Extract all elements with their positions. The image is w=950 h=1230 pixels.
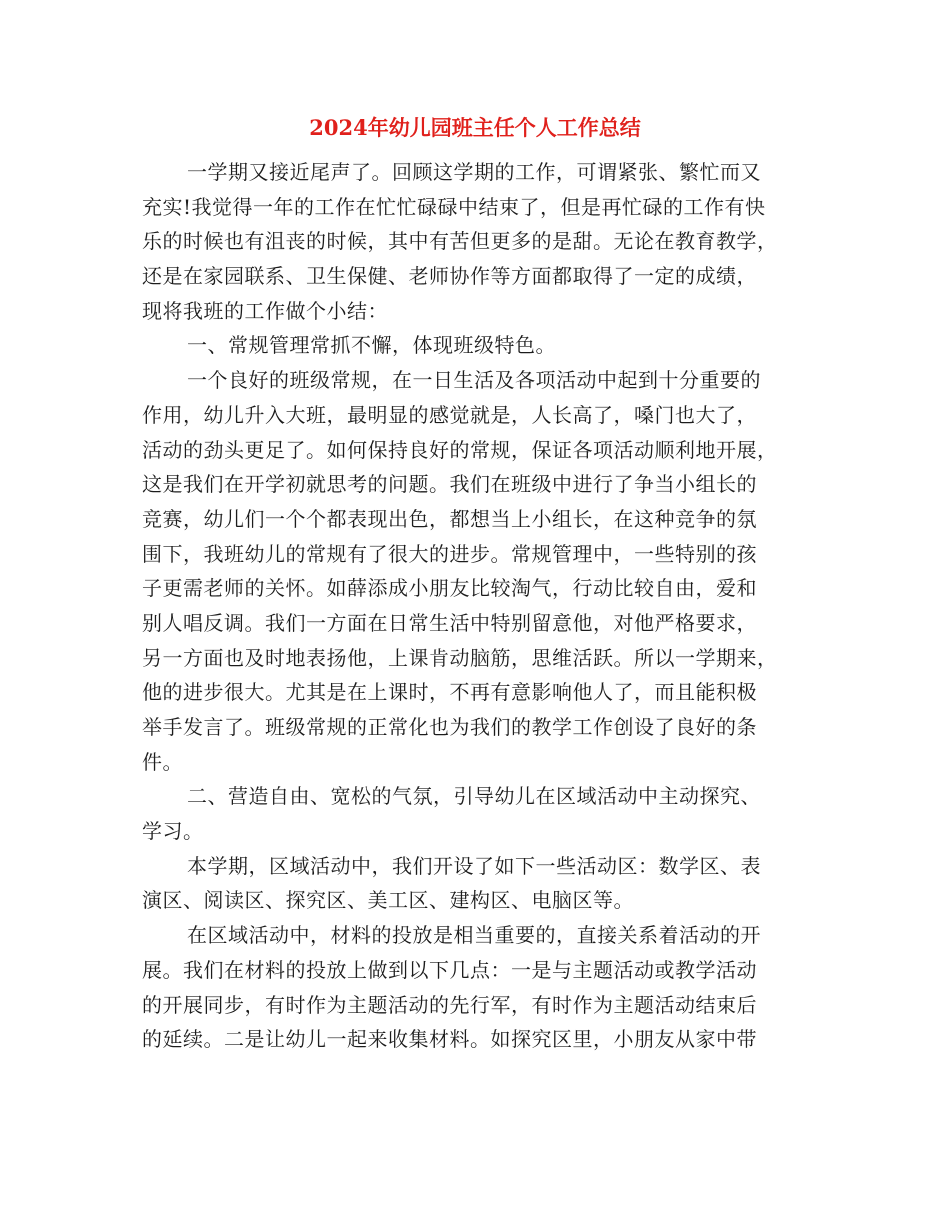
text-line: 在区域活动中，材料的投放是相当重要的，直接关系着活动的开	[187, 923, 761, 948]
text-line: 乐的时候也有沮丧的时候，其中有苦但更多的是甜。无论在教育教学，	[142, 229, 778, 254]
text-line: 现将我班的工作做个小结：	[142, 298, 388, 323]
text-line: 竞赛，幼儿们一个个都表现出色，都想当上小组长，在这种竞争的氛	[142, 506, 757, 531]
text-line: 二、营造自由、宽松的气氛，引导幼儿在区域活动中主动探究、	[187, 784, 761, 809]
text-line: 作用，幼儿升入大班，最明显的感觉就是，人长高了，嗓门也大了，	[142, 402, 757, 427]
text-line: 件。	[142, 749, 183, 774]
text-line: 举手发言了。班级常规的正常化也为我们的教学工作创设了良好的条	[142, 715, 757, 739]
text-line: 还是在家园联系、卫生保健、老师协作等方面都取得了一定的成绩，	[142, 264, 757, 289]
text-line: 一学期又接近尾声了。回顾这学期的工作，可谓紧张、繁忙而又	[187, 160, 761, 184]
text-line: 学习。	[142, 819, 204, 844]
text-line: 他的进步很大。尤其是在上课时，不再有意影响他人了，而且能积极	[142, 680, 757, 705]
document-title: 2024年幼儿园班主任个人工作总结	[309, 115, 641, 140]
text-line: 一、常规管理常抓不懈，体现班级特色。	[187, 333, 556, 358]
text-line: 演区、阅读区、探究区、美工区、建构区、电脑区等。	[142, 888, 634, 913]
document-body	[142, 155, 802, 1057]
text-line: 的延续。二是让幼儿一起来收集材料。如探究区里，小朋友从家中带	[142, 1027, 757, 1052]
text-line: 的开展同步，有时作为主题活动的先行军，有时作为主题活动结束后	[142, 992, 757, 1017]
text-line: 别人唱反调。我们一方面在日常生活中特别留意他，对他严格要求，	[142, 610, 757, 635]
text-line: 围下，我班幼儿的常规有了很大的进步。常规管理中，一些特别的孩	[142, 541, 757, 566]
text-line: 充实!我觉得一年的工作在忙忙碌碌中结束了，但是再忙碌的工作有快	[142, 194, 766, 219]
text-line: 子更需老师的关怀。如薛添成小朋友比较淘气，行动比较自由，爱和	[142, 576, 757, 601]
text-line: 另一方面也及时地表扬他，上课肯动脑筋，思维活跃。所以一学期来，	[142, 645, 778, 670]
text-line: 一个良好的班级常规，在一日生活及各项活动中起到十分重要的	[187, 368, 761, 393]
text-line: 活动的劲头更足了。如何保持良好的常规，保证各项活动顺利地开展，	[142, 437, 778, 462]
text-line: 展。我们在材料的投放上做到以下几点：一是与主题活动或教学活动	[142, 957, 757, 982]
text-line: 这是我们在开学初就思考的问题。我们在班级中进行了争当小组长的	[142, 472, 757, 497]
text-line: 本学期，区域活动中，我们开设了如下一些活动区：数学区、表	[187, 853, 761, 878]
